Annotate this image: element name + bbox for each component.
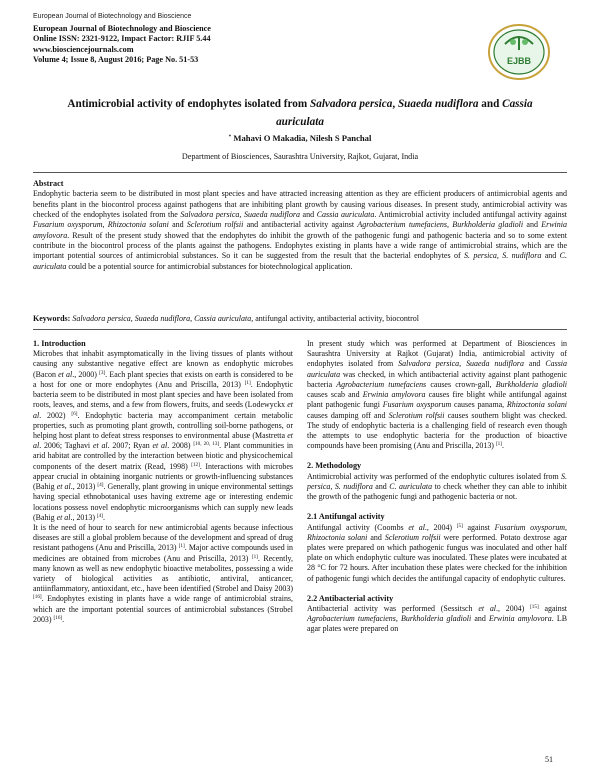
divider-bottom — [33, 329, 567, 330]
abstract-heading: Abstract — [33, 179, 64, 188]
running-journal-title: European Journal of Biotechnology and Bioscience — [33, 13, 192, 20]
divider-top — [33, 172, 567, 173]
abstract-body: Endophytic bacteria seem to be distributed in most plant species and have attracted increasing attention as they are efficient producers of antimicrobial agents and benefits plant in the biocontrol process against pathogens that are inhibiting plant growth by causing various diseases. In present study, antimicrobial activity was checked of the endophytes isolated from the Salvadora persica, Suaeda nudiflora and Cassia auriculata. Antimicrobial activity included antifungal activity against Fusarium oxysporum, Rhizoctonia solani and Sclerotium rolfsii and antibacterial activity against Agrobacterium tumefaciens, Burkholderia gladioli and Erwinia amylovora. Result of the present study showed that the endophytes do inhibit the growth of the pathogenic fungi and pathogenic bacteria and so to some extent contribute in the biocontrol process of the plants against the pathogens. Endophytes existing in plants have a wide range of antimicrobial strains, which are the important potential sources of antimicrobial substances. So it can be suggested from the result that the bacterial endophytes of S. persica, S. nudiflora and C. auriculata could be a potential source for antimicrobial substances for biotechnological application. — [33, 189, 567, 271]
keywords: Keywords: Salvadora persica, Suaeda nudiflora, Cassia auriculata, antifungal activity, antibacterial activity, biocontrol — [33, 314, 420, 323]
intro-paragraph-3: In present study which was performed at Department of Biosciences in Saurashtra University at Rajkot (Gujarat) India, antimicrobial activity of endophytes isolated from Salvadora persica, Suaeda nudiflora and Cassia auriculata was checked, in which antibacterial activity against plant pathogenic bacteria Agrobacterium tumefaciens causes crown-gall, Burkholderia gladioli causes scab and Erwinia amylovora causes fire blight while antifungal against plant pathogenic fungi Fusarium oxysporum causes panama, Rhizoctonia solani causes damping off and Sclerotium rolfsii causes southern blight was checked. The study of endophytic bacteria is a challenging field of research even though the attempts to use endophytic bacteria for the production of bioactive compounds have been promising (Anu and Priscilla, 2013) [1]. — [307, 339, 568, 451]
left-column — [33, 339, 293, 625]
antibacterial-paragraph: Antibacterial activity was performed (Sessitsch et al., 2004) [15] against Agrobacterium tumefaciens, Burkholderia gladioli and Erwinia amylovora. LB agar plates were prepared on — [307, 604, 568, 634]
right-column — [307, 339, 567, 635]
introduction-heading: 1. Introduction — [33, 339, 86, 348]
abstract-section — [33, 179, 567, 272]
journal-logo — [485, 22, 553, 82]
antibacterial-heading: 2.2 Antibacterial activity — [307, 593, 394, 603]
journal-website[interactable]: www.biosciencejournals.com — [33, 44, 134, 54]
intro-paragraph-1: Microbes that inhabit asymptomatically in the living tissues of plants without causing any substantive negative effect are known as endophytic microbes (Bacon et al., 2000) [3]. Each plant species that exists on earth is considered to be a host for one or more endophytes (Anu and Priscilla, 2013) [1]. Endophytic bacteria seem to be distributed in most plant species and have been isolated from roots, leaves, and stems, and a few from flowers, fruits, and seeds (Lodewyckx et al. 2002) [6]. Endophytic bacteria may accompaniment certain metabolic properties, such as promoting plant growth, controlling soil-borne pathogens, or helping host plant to defeat stress responses to environmental abuse (Mastretta et al. 2006; Taghavi et al. 2007; Ryan et al. 2008) [10, 20, 13]. Plant communities in arid habitat are controlled by the interaction between biotic and physicochemical components of the desert matrix (Read, 1998) [12]. Interactions with microbes appear crucial in obtaining inorganic nutrients or growth-influencing substances (Bahig et al., 2013) [4]. Generally, plant growing in unique environmental settings having special ethnobotanical uses having extreme age or interesting endemic locations possess novel endophytic microorganisms which can supply new leads (Bahig et al., 2013) [4]. — [33, 349, 294, 522]
journal-header — [33, 24, 453, 65]
logo-text: EJBB — [506, 56, 532, 66]
issn-line: Online ISSN: 2321-9122, Impact Factor: RJIF 5.44 — [33, 34, 211, 44]
intro-paragraph-2: It is the need of hour to search for new antimicrobial agents because infectious diseases are still a global problem because of the development and spread of drug resistant pathogens (Anu and Priscilla, 2013) [1]. Major active compounds used in medicines are obtained from microbes (Anu and Priscilla, 2013) [1]. Recently, many known as well as new endophytic bioactive metabolites, possessing a wide variety of biological activities as antibiotic, antiviral, anticancer, antiinflammatory, antioxidant, etc., have been identified (Strobel and Daisy 2003) [16]. Endophytes existing in plants have a wide range of antimicrobial strains, which are the important potential sources of antimicrobial substances (Strobel 2003) [16]. — [33, 522, 293, 624]
article-title: Antimicrobial activity of endophytes isolated from Salvadora persica, Suaeda nudiflora and Cassia auriculata — [67, 98, 533, 128]
affiliation: Department of Biosciences, Saurashtra University, Rajkot, Gujarat, India — [181, 152, 419, 161]
journal-name: European Journal of Biotechnology and Bioscience — [33, 24, 211, 33]
methodology-heading: 2. Methodology — [307, 461, 362, 471]
page-number: 51 — [545, 755, 553, 764]
volume-line: Volume 4; Issue 8, August 2016; Page No. 51-53 — [33, 54, 199, 64]
methodology-paragraph: Antimicrobial activity was performed of the endophytic cultures isolated from S. persica, S. nudiflora and C. auriculata to check whether they can able to inhibit the growth of the pathogenic fungi and pathogenic bacteria or not. — [307, 471, 568, 502]
antifungal-heading: 2.1 Antifungal activity — [307, 512, 385, 522]
antifungal-paragraph: Antifungal activity (Coombs et al., 2004) [5] against Fusarium oxysporum, Rhizoctonia solani and Sclerotium rolfsii were performed. Potato dextrose agar plates were prepared on which pathogenic fungus was inoculated and other half plate on which endophytic culture was inoculated. These plates were incubated at 28 °C for 72 hours. After incubation these plates were checked for the inhibition of pathogenic fungi which decides the antifungal capacity of endophytic cultures. — [307, 522, 567, 583]
author-line: * Mahavi O Makadia, Nilesh S Panchal — [228, 133, 372, 143]
